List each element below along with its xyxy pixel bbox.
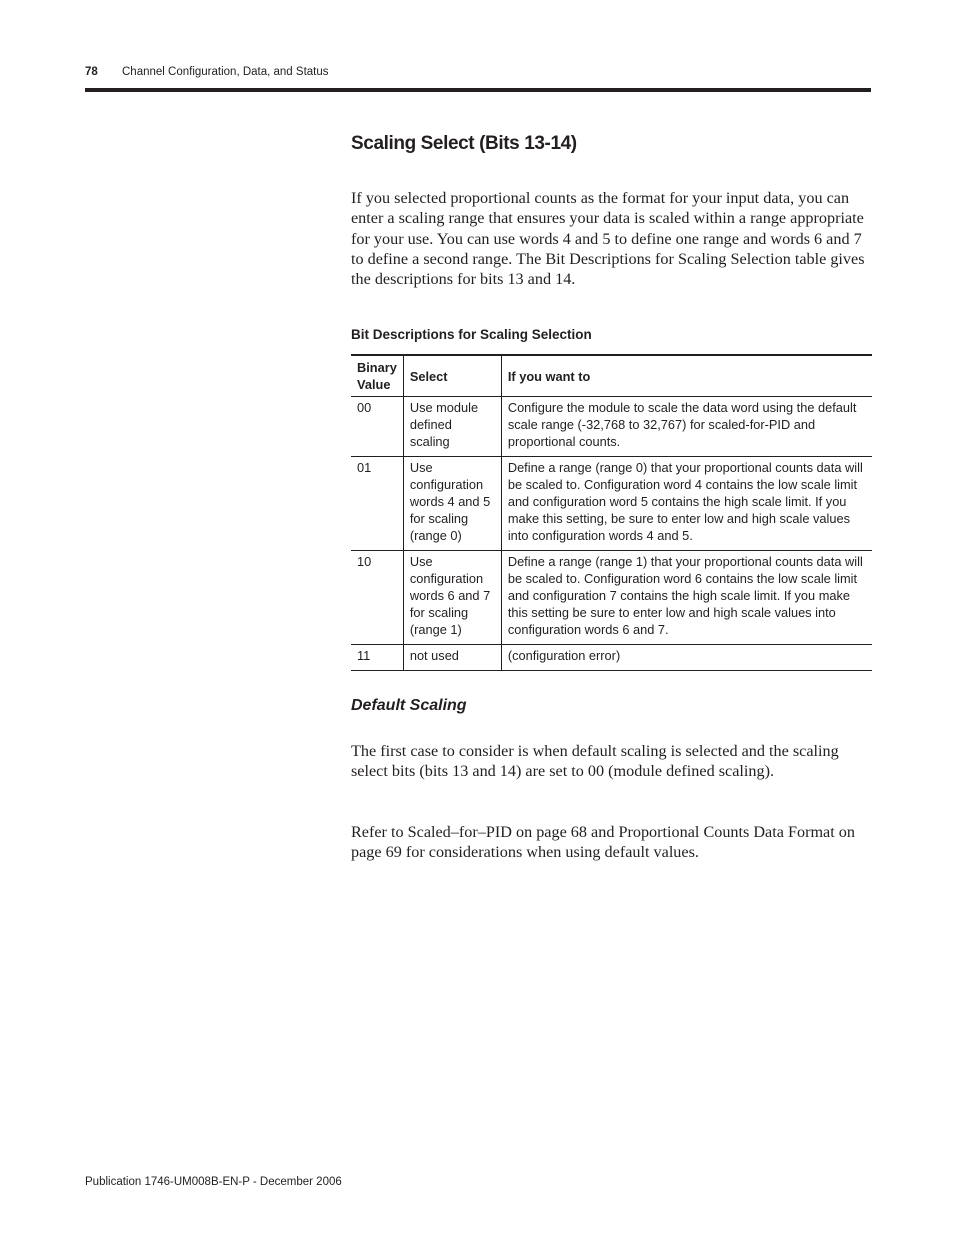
table-row (351, 551, 872, 645)
table-row (351, 645, 872, 671)
default-scaling-paragraph: The first case to consider is when default scaling is selected and the scaling select bits (bits 13 and 14) are set to 00 (module defined scaling). (351, 742, 839, 781)
binary-value-cell: 01 (357, 460, 372, 475)
description-cell: Configure the module to scale the data word using the default scale range (-32,768 to 32,767) for scaled-for-PID and proportional counts. (501, 397, 872, 457)
select-cell: not used (403, 645, 501, 671)
page-number: 78 (85, 66, 98, 78)
description-cell: (configuration error) (501, 645, 872, 671)
description-cell: Define a range (range 0) that your proportional counts data will be scaled to. Configuration word 4 contains the low scale limit and configuration word 5 contains the high scale limit. If you make this setting, be sure to enter low and high scale values into configuration words 4 and 5. (501, 457, 872, 551)
column-header-if-you-want-to: If you want to (501, 355, 872, 397)
select-cell: Use module defined scaling (403, 397, 501, 457)
default-scaling-heading: Default Scaling (351, 697, 467, 714)
chapter-title: Channel Configuration, Data, and Status (122, 66, 329, 78)
binary-value-cell: 10 (357, 554, 372, 569)
select-cell: Use configuration words 4 and 5 for scaling (range 0) (403, 457, 501, 551)
intro-paragraph: If you selected proportional counts as the format for your input data, you can enter a scaling range that ensures your data is scaled within a range appropriate for your use. You can use words 4 and 5 to define one range and words 6 and 7 to define a second range. The Bit Descriptions for Scaling Selection table gives the descriptions for bits 13 and 14. (351, 189, 865, 289)
table-row (351, 457, 872, 551)
header-rule (85, 88, 871, 92)
binary-value-cell: 11 (357, 648, 371, 663)
description-cell: Define a range (range 1) that your proportional counts data will be scaled to. Configuration word 6 contains the low scale limit and configuration 7 contains the high scale limit. If you make this setting be sure to enter low and high scale values into configuration words 6 and 7. (501, 551, 872, 645)
reference-paragraph: Refer to Scaled–for–PID on page 68 and Proportional Counts Data Format on page 69 for considerations when using default values. (351, 823, 855, 862)
table-row (351, 397, 872, 457)
binary-value-cell: 00 (357, 400, 372, 415)
table-header-row (351, 355, 872, 397)
section-title: Scaling Select (Bits 13-14) (351, 133, 577, 154)
table-caption: Bit Descriptions for Scaling Selection (351, 327, 592, 342)
page-footer: Publication 1746-UM008B-EN-P - December 2006 (85, 1176, 342, 1188)
select-cell: Use configuration words 6 and 7 for scaling (range 1) (403, 551, 501, 645)
column-header-select: Select (403, 355, 501, 397)
bit-descriptions-table (351, 354, 872, 671)
page-header (85, 66, 329, 78)
column-header-binary-value: Binary Value (357, 360, 397, 392)
